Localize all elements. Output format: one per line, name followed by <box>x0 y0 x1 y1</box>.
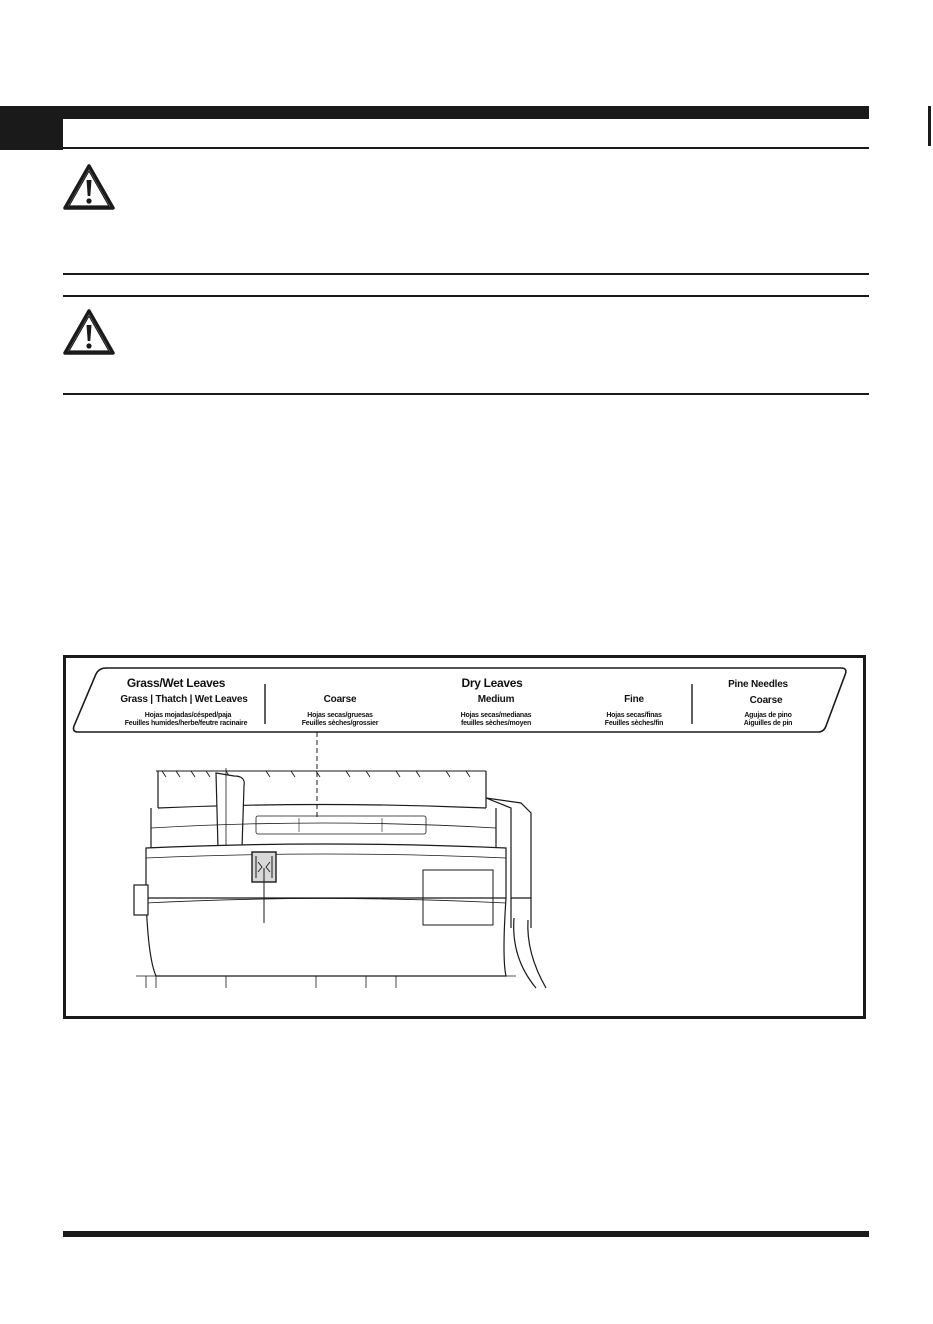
warning-2-bottom-rule <box>63 393 869 395</box>
group-5-es: Agujas de pino <box>744 712 792 719</box>
header-rule <box>63 147 869 149</box>
group-3-subheading: Medium <box>477 694 515 705</box>
group-2-subheading: Coarse <box>323 694 357 705</box>
group-5-heading: Pine Needles <box>728 679 788 690</box>
group-2-fr: Feuilles sèches/grossier <box>301 720 379 727</box>
section-tab <box>0 106 63 150</box>
warning-1-bottom-rule <box>63 273 869 275</box>
group-3-fr: feuilles sèches/moyen <box>460 720 532 727</box>
group-4-fr: Feuilles sèches/fin <box>604 720 664 727</box>
group-5-subheading: Coarse <box>749 695 783 706</box>
mulcher-selector-knob-illustration <box>134 768 546 988</box>
warning-2-top-rule <box>63 295 869 297</box>
warning-triangle-icon <box>62 308 116 356</box>
illustration-frame <box>63 655 866 1019</box>
group-1-subheading: Grass | Thatch | Wet Leaves <box>120 694 248 705</box>
group-3-heading: Dry Leaves <box>461 676 523 690</box>
group-1-fr: Feuilles humides/herbe/feutre racinaire <box>124 720 248 727</box>
group-2-es: Hojas secas/gruesas <box>307 712 373 719</box>
footer-bar <box>63 1231 869 1237</box>
group-1-heading: Grass/Wet Leaves <box>126 676 226 690</box>
page-edge-mark <box>928 106 931 146</box>
header-bar <box>63 106 869 119</box>
group-4-es: Hojas secas/finas <box>606 712 662 719</box>
group-1-es: Hojas mojadas/césped/paja <box>144 712 232 719</box>
group-5-fr: Aiguilles de pin <box>743 720 793 727</box>
warning-triangle-icon <box>62 163 116 211</box>
group-4-subheading: Fine <box>624 694 644 705</box>
group-3-es: Hojas secas/medianas <box>460 712 532 719</box>
